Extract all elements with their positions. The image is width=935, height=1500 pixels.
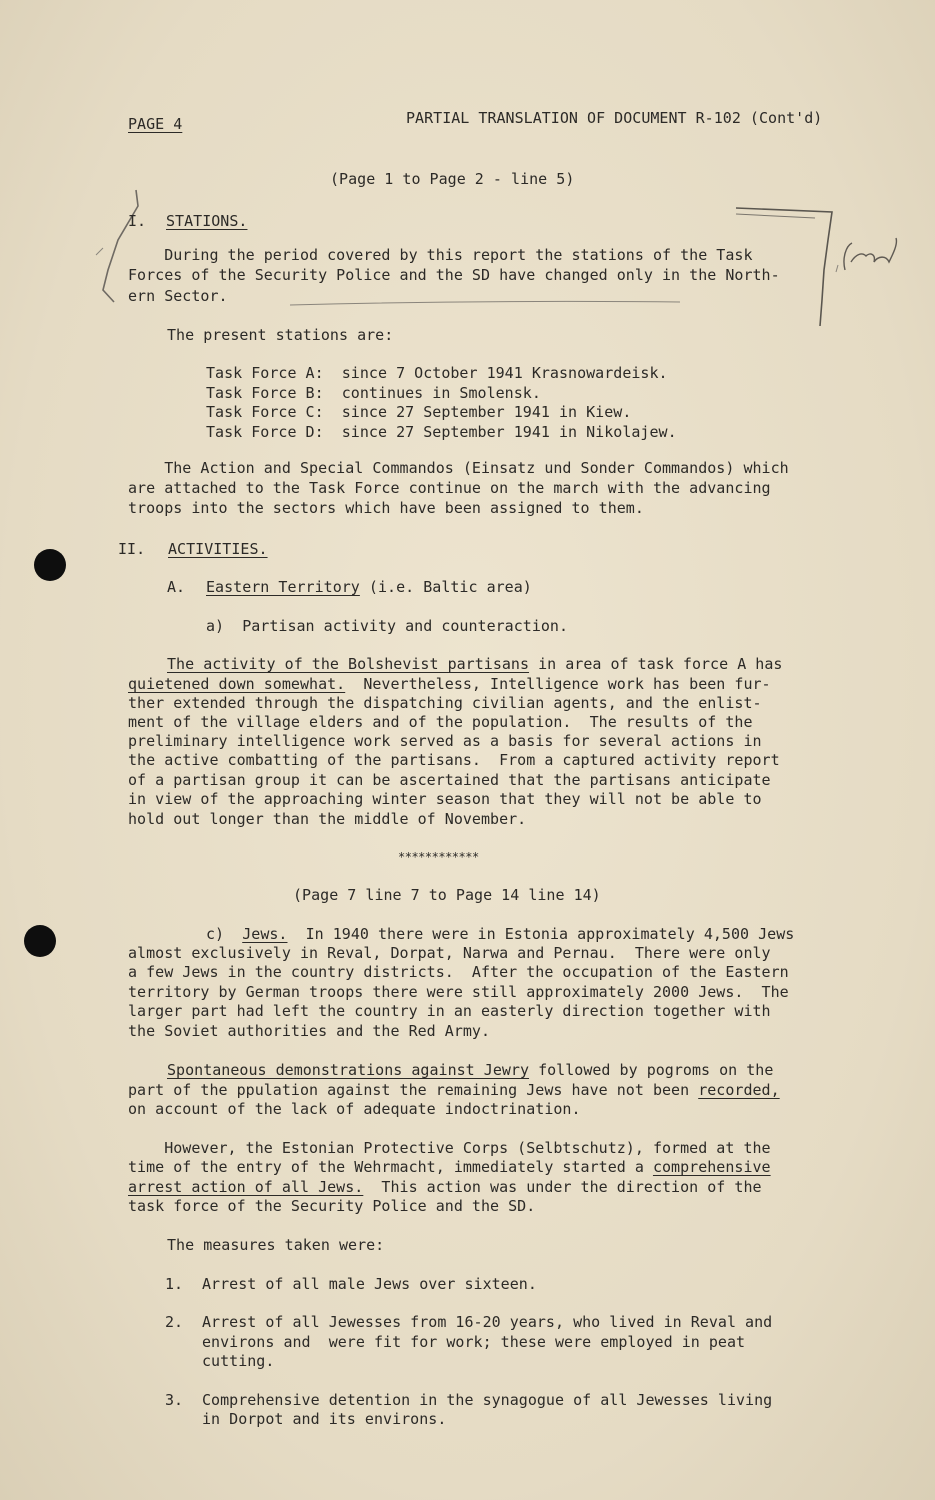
paragraph-line: hold out longer than the middle of November. <box>128 810 527 828</box>
station-item: Task Force D: since 27 September 1941 in Nikolajew. <box>206 423 677 441</box>
section-1-number: I. <box>128 212 147 230</box>
paragraph-line: a few Jews in the country districts. After the occupation of the Eastern <box>128 963 789 981</box>
underlined-phrase: comprehensive <box>652 1158 771 1176</box>
paragraph-line: However, the Estonian Protective Corps (Selbtschutz), formed at the <box>128 1139 771 1157</box>
paragraph-line: the Soviet authorities and the Red Army. <box>128 1022 491 1040</box>
measure-line: cutting. <box>202 1352 275 1370</box>
line-text: followed by pogroms on the <box>529 1061 774 1079</box>
line-text: In 1940 there were in Estonia approximately 4,500 Jews <box>287 925 795 943</box>
line-text: Nevertheless, Intelligence work has been fur- <box>345 675 771 693</box>
stations-intro: The present stations are: <box>167 326 394 344</box>
paragraph-line: larger part had left the country in an easterly direction together with <box>128 1002 771 1020</box>
measure-line: in Dorpot and its environs. <box>202 1410 447 1428</box>
measure-line: Comprehensive detention in the synagogue of all Jewesses living <box>202 1391 773 1409</box>
section-2-number: II. <box>118 540 146 558</box>
paragraph-line: ment of the village elders and of the population. The results of the <box>128 713 753 731</box>
underlined-phrase: Spontaneous demonstrations against Jewry <box>167 1061 530 1079</box>
handwritten-note <box>844 238 896 270</box>
paragraph-line <box>128 675 771 694</box>
line-text: This action was under the direction of the <box>363 1178 762 1196</box>
underlined-phrase: The activity of the Bolshevist partisans <box>167 655 530 673</box>
paragraph-line: preliminary intelligence work served as a basis for several actions in <box>128 732 762 750</box>
measure-number: 3. <box>165 1391 184 1409</box>
paragraph-line: troops into the sectors which have been assigned to them. <box>128 499 644 517</box>
paragraph-line <box>128 1081 780 1100</box>
subsection-a-label: A. <box>167 578 186 596</box>
paragraph-line: are attached to the Task Force continue on the march with the advancing <box>128 479 771 497</box>
paragraph-line <box>206 925 794 944</box>
separator-stars: ************ <box>398 850 479 864</box>
item-title: Jews. <box>242 925 288 943</box>
measure-line: Arrest of all Jewesses from 16-20 years, who lived in Reval and <box>202 1313 773 1331</box>
measure-line: Arrest of all male Jews over sixteen. <box>202 1275 537 1293</box>
paragraph-line: ther extended through the dispatching civilian agents, and the enlist- <box>128 694 762 712</box>
excerpt-range-1: (Page 1 to Page 2 - line 5) <box>330 170 575 188</box>
paragraph-line: territory by German troops there were still approximately 2000 Jews. The <box>128 983 789 1001</box>
paragraph-line <box>128 1178 762 1197</box>
document-title: PARTIAL TRANSLATION OF DOCUMENT R-102 (Cont'd) <box>406 109 823 127</box>
underlined-phrase: arrest action of all Jews. <box>128 1178 364 1196</box>
station-item: Task Force B: continues in Smolensk. <box>206 384 541 402</box>
measure-line: environs and were fit for work; these were employed in peat <box>202 1333 746 1351</box>
measure-number: 2. <box>165 1313 184 1331</box>
line-text: part of the ppulation against the remaining Jews have not been <box>128 1081 699 1099</box>
paragraph-line: The Action and Special Commandos (Einsatz und Sonder Commandos) which <box>128 459 789 477</box>
subsection-a-title: Eastern Territory <box>206 578 360 596</box>
section-2-title: ACTIVITIES. <box>168 540 268 558</box>
paragraph-line: ern Sector. <box>128 287 228 305</box>
paragraph-line: task force of the Security Police and the SD. <box>128 1197 536 1215</box>
line-text: in area of task force A has <box>529 655 783 673</box>
subsection-a-heading <box>206 578 532 597</box>
line-text: time of the entry of the Wehrmacht, immediately started a <box>128 1158 653 1176</box>
paragraph-line: of a partisan group it can be ascertained that the partisans anticipate <box>128 771 771 789</box>
measures-intro: The measures taken were: <box>167 1236 385 1254</box>
underlined-phrase: recorded, <box>698 1081 780 1099</box>
paragraph-line: on account of the lack of adequate indoctrination. <box>128 1100 581 1118</box>
paragraph-line <box>167 1061 773 1080</box>
page-label: PAGE 4 <box>128 115 183 133</box>
section-1-title: STATIONS. <box>166 212 248 230</box>
subsection-a-suffix: (i.e. Baltic area) <box>359 578 532 596</box>
paragraph-line: During the period covered by this report the stations of the Task <box>128 246 753 264</box>
paragraph-line: in view of the approaching winter season that they will not be able to <box>128 790 762 808</box>
item-label: c) <box>206 925 225 943</box>
paragraph-line <box>128 1158 771 1177</box>
measure-number: 1. <box>165 1275 184 1293</box>
underlined-phrase: quietened down somewhat. <box>128 675 346 693</box>
station-item: Task Force C: since 27 September 1941 in Kiew. <box>206 403 632 421</box>
paragraph-line <box>167 655 782 674</box>
paragraph-line: the active combatting of the partisans. From a captured activity report <box>128 751 780 769</box>
excerpt-range-2: (Page 7 line 7 to Page 14 line 14) <box>293 886 601 904</box>
item-a-heading: a) Partisan activity and counteraction. <box>206 617 569 635</box>
station-item: Task Force A: since 7 October 1941 Krasnowardeisk. <box>206 364 668 382</box>
paragraph-line: Forces of the Security Police and the SD have changed only in the North- <box>128 266 780 284</box>
paragraph-line: almost exclusively in Reval, Dorpat, Narwa and Pernau. There were only <box>128 944 771 962</box>
